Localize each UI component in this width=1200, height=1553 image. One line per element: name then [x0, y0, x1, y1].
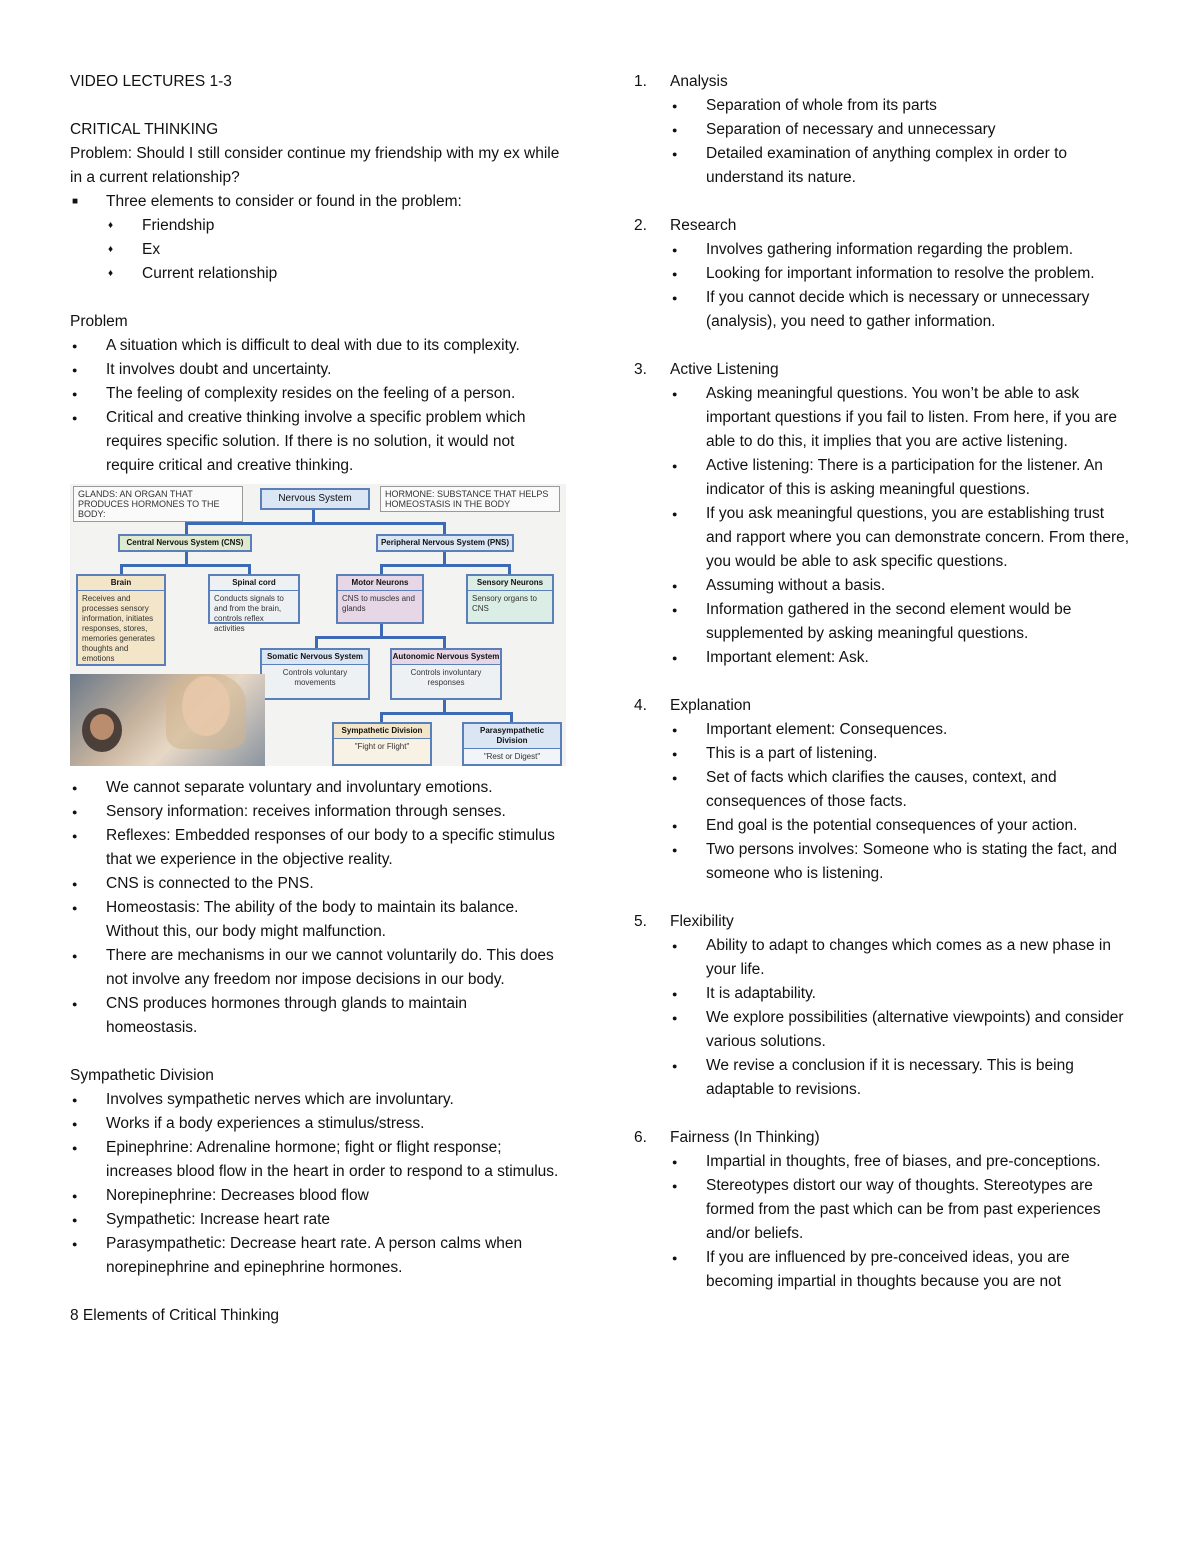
- list-item: ● Looking for important information to resolve the problem.: [670, 262, 1134, 286]
- list-item: ● Important element: Ask.: [670, 646, 1134, 670]
- video-thumbnail-image: [70, 674, 265, 766]
- element-list: [670, 238, 1134, 334]
- element-active-listening: [634, 358, 1134, 670]
- element-list: [670, 94, 1134, 190]
- node-spinal-cord: Spinal cord Conducts signals to and from the brain, controls reflex activities: [208, 574, 300, 624]
- connector-line: [443, 522, 446, 534]
- list-item: ● If you are influenced by pre-conceived ideas, you are becoming impartial in thoughts because you are not: [670, 1246, 1134, 1294]
- node-pns: Peripheral Nervous System (PNS): [376, 534, 514, 552]
- connector-line: [315, 636, 318, 648]
- connector-line: [508, 564, 511, 574]
- problem-list: [70, 334, 560, 478]
- list-item: ● Impartial in thoughts, free of biases, and pre-conceptions.: [670, 1150, 1134, 1174]
- node-nervous-system: Nervous System: [260, 488, 370, 510]
- list-item: ♦ Friendship: [106, 214, 560, 238]
- list-item: ● Critical and creative thinking involve a specific problem which requires specific solution. If there is no solution, it would not require critical and creative thinking.: [70, 406, 560, 478]
- left-column: [70, 70, 560, 1328]
- element-title: Research: [670, 217, 737, 234]
- list-item: ● Involves sympathetic nerves which are involuntary.: [70, 1088, 560, 1112]
- connector-line: [380, 564, 383, 574]
- list-item: ● This is a part of listening.: [670, 742, 1134, 766]
- node-cns: Central Nervous System (CNS): [118, 534, 252, 552]
- node-motor-neurons: Motor Neurons CNS to muscles and glands: [336, 574, 424, 624]
- connector-line: [380, 564, 510, 567]
- list-item: ● Asking meaningful questions. You won’t be able to ask important questions if you fail to listen. From here, if you are able to do this, it implies that you are active listening.: [670, 382, 1134, 454]
- list-item: ● It is adaptability.: [670, 982, 1134, 1006]
- hormone-note: HORMONE: SUBSTANCE THAT HELPS HOMEOSTASIS IN THE BODY: [380, 486, 560, 512]
- list-item: ● Detailed examination of anything complex in order to understand its nature.: [670, 142, 1134, 190]
- element-title: Analysis: [670, 73, 728, 90]
- connector-line: [185, 522, 445, 525]
- connector-line: [315, 636, 445, 639]
- element-title: Active Listening: [670, 361, 779, 378]
- list-item: ● We explore possibilities (alternative viewpoints) and consider various solutions.: [670, 1006, 1134, 1054]
- list-item: ● If you cannot decide which is necessary or unnecessary (analysis), you need to gather information.: [670, 286, 1134, 334]
- element-fairness: [634, 1126, 1134, 1294]
- list-item: ● Norepinephrine: Decreases blood flow: [70, 1184, 560, 1208]
- list-item: ● Important element: Consequences.: [670, 718, 1134, 742]
- item-number: 2.: [634, 217, 647, 234]
- connector-line: [248, 564, 251, 574]
- list-item: ● Separation of whole from its parts: [670, 94, 1134, 118]
- list-item: ● If you ask meaningful questions, you are establishing trust and rapport where you can demonstrate concern. From there, you would be able to ask specific questions.: [670, 502, 1134, 574]
- list-item: ♦ Current relationship: [106, 262, 560, 286]
- element-title: Flexibility: [670, 913, 734, 930]
- element-flexibility: [634, 910, 1134, 1102]
- connector-line: [443, 636, 446, 648]
- element-title: Explanation: [670, 697, 752, 714]
- list-item: ● Active listening: There is a participation for the listener. An indicator of this is asking meaningful questions.: [670, 454, 1134, 502]
- list-item: ● Set of facts which clarifies the causes, context, and consequences of those facts.: [670, 766, 1134, 814]
- right-column: [634, 70, 1134, 1294]
- webcam-overlay: [82, 708, 122, 752]
- node-sympathetic: Sympathetic Division "Fight or Flight": [332, 722, 432, 766]
- node-sensory-neurons: Sensory Neurons Sensory organs to CNS: [466, 574, 554, 624]
- element-list: [670, 382, 1134, 670]
- glands-note: GLANDS: AN ORGAN THAT PRODUCES HORMONES TO THE BODY:: [73, 486, 243, 522]
- list-item: ♦ Ex: [106, 238, 560, 262]
- list-item: ● Ability to adapt to changes which comes as a new phase in your life.: [670, 934, 1134, 982]
- node-parasympathetic: Parasympathetic Division "Rest or Digest": [462, 722, 562, 766]
- list-item: ● Reflexes: Embedded responses of our body to a specific stimulus that we experience in the objective reality.: [70, 824, 560, 872]
- element-list: [670, 934, 1134, 1102]
- item-number: 3.: [634, 361, 647, 378]
- element-explanation: [634, 694, 1134, 886]
- list-item: ● Sympathetic: Increase heart rate: [70, 1208, 560, 1232]
- list-item: ● We cannot separate voluntary and involuntary emotions.: [70, 776, 560, 800]
- list-item: ● The feeling of complexity resides on the feeling of a person.: [70, 382, 560, 406]
- list-item: ● Epinephrine: Adrenaline hormone; fight or flight response; increases blood flow in the heart in order to respond to a stimulus.: [70, 1136, 560, 1184]
- connector-line: [120, 564, 250, 567]
- list-item: ● Separation of necessary and unnecessary: [670, 118, 1134, 142]
- connector-line: [185, 522, 188, 534]
- list-item: ● Assuming without a basis.: [670, 574, 1134, 598]
- section-heading-problem: Problem: [70, 313, 128, 330]
- connector-line: [510, 712, 513, 722]
- list-item: ● CNS is connected to the PNS.: [70, 872, 560, 896]
- item-number: 6.: [634, 1129, 647, 1146]
- node-brain: Brain Receives and processes sensory information, initiates responses, stores, memories generates thoughts and emotions: [76, 574, 166, 666]
- section-heading-critical-thinking: CRITICAL THINKING: [70, 121, 219, 138]
- element-title: Fairness (In Thinking): [670, 1129, 820, 1146]
- item-number: 5.: [634, 913, 647, 930]
- list-item: ■ Three elements to consider or found in the problem: ♦ Friendship ♦ Ex ♦ Current relationship: [70, 190, 560, 286]
- elements-sublist: [106, 214, 560, 286]
- list-item: ● Works if a body experiences a stimulus/stress.: [70, 1112, 560, 1136]
- list-item: ● Information gathered in the second element would be supplemented by asking meaningful questions.: [670, 598, 1134, 646]
- document-title: VIDEO LECTURES 1-3: [70, 73, 232, 90]
- problem-elements-list: [70, 190, 560, 286]
- problem-question: Problem: Should I still consider continue my friendship with my ex while in a current relationship?: [70, 145, 560, 186]
- list-item: ● Stereotypes distort our way of thoughts. Stereotypes are formed from the past which can be from past experiences and/or beliefs.: [670, 1174, 1134, 1246]
- list-item: ● There are mechanisms in our we cannot voluntarily do. This does not involve any freedom nor impose decisions in our body.: [70, 944, 560, 992]
- nervous-system-diagram: [70, 484, 566, 766]
- item-number: 1.: [634, 73, 647, 90]
- connector-line: [380, 712, 383, 722]
- list-item: ● A situation which is difficult to deal with due to its complexity.: [70, 334, 560, 358]
- connector-line: [380, 712, 512, 715]
- list-item: ● Sensory information: receives information through senses.: [70, 800, 560, 824]
- list-item: ● Homeostasis: The ability of the body to maintain its balance. Without this, our body might malfunction.: [70, 896, 560, 944]
- node-autonomic: Autonomic Nervous System Controls involuntary responses: [390, 648, 502, 700]
- list-item: ● We revise a conclusion if it is necessary. This is being adaptable to revisions.: [670, 1054, 1134, 1102]
- element-list: [670, 718, 1134, 886]
- element-list: [670, 1150, 1134, 1294]
- nervous-system-notes-list: [70, 776, 560, 1040]
- list-item: ● CNS produces hormones through glands to maintain homeostasis.: [70, 992, 560, 1040]
- section-heading-sympathetic: Sympathetic Division: [70, 1067, 214, 1084]
- sympathetic-list: [70, 1088, 560, 1280]
- section-heading-eight-elements: 8 Elements of Critical Thinking: [70, 1307, 280, 1324]
- node-somatic: Somatic Nervous System Controls voluntary movements: [260, 648, 370, 700]
- list-item: ● Two persons involves: Someone who is stating the fact, and someone who is listening.: [670, 838, 1134, 886]
- element-research: [634, 214, 1134, 334]
- connector-line: [120, 564, 123, 574]
- list-item: ● Involves gathering information regarding the problem.: [670, 238, 1134, 262]
- list-item: ● It involves doubt and uncertainty.: [70, 358, 560, 382]
- list-item: ● Parasympathetic: Decrease heart rate. A person calms when norepinephrine and epinephrine hormones.: [70, 1232, 560, 1280]
- element-analysis: [634, 70, 1134, 190]
- list-item: ● End goal is the potential consequences of your action.: [670, 814, 1134, 838]
- item-number: 4.: [634, 697, 647, 714]
